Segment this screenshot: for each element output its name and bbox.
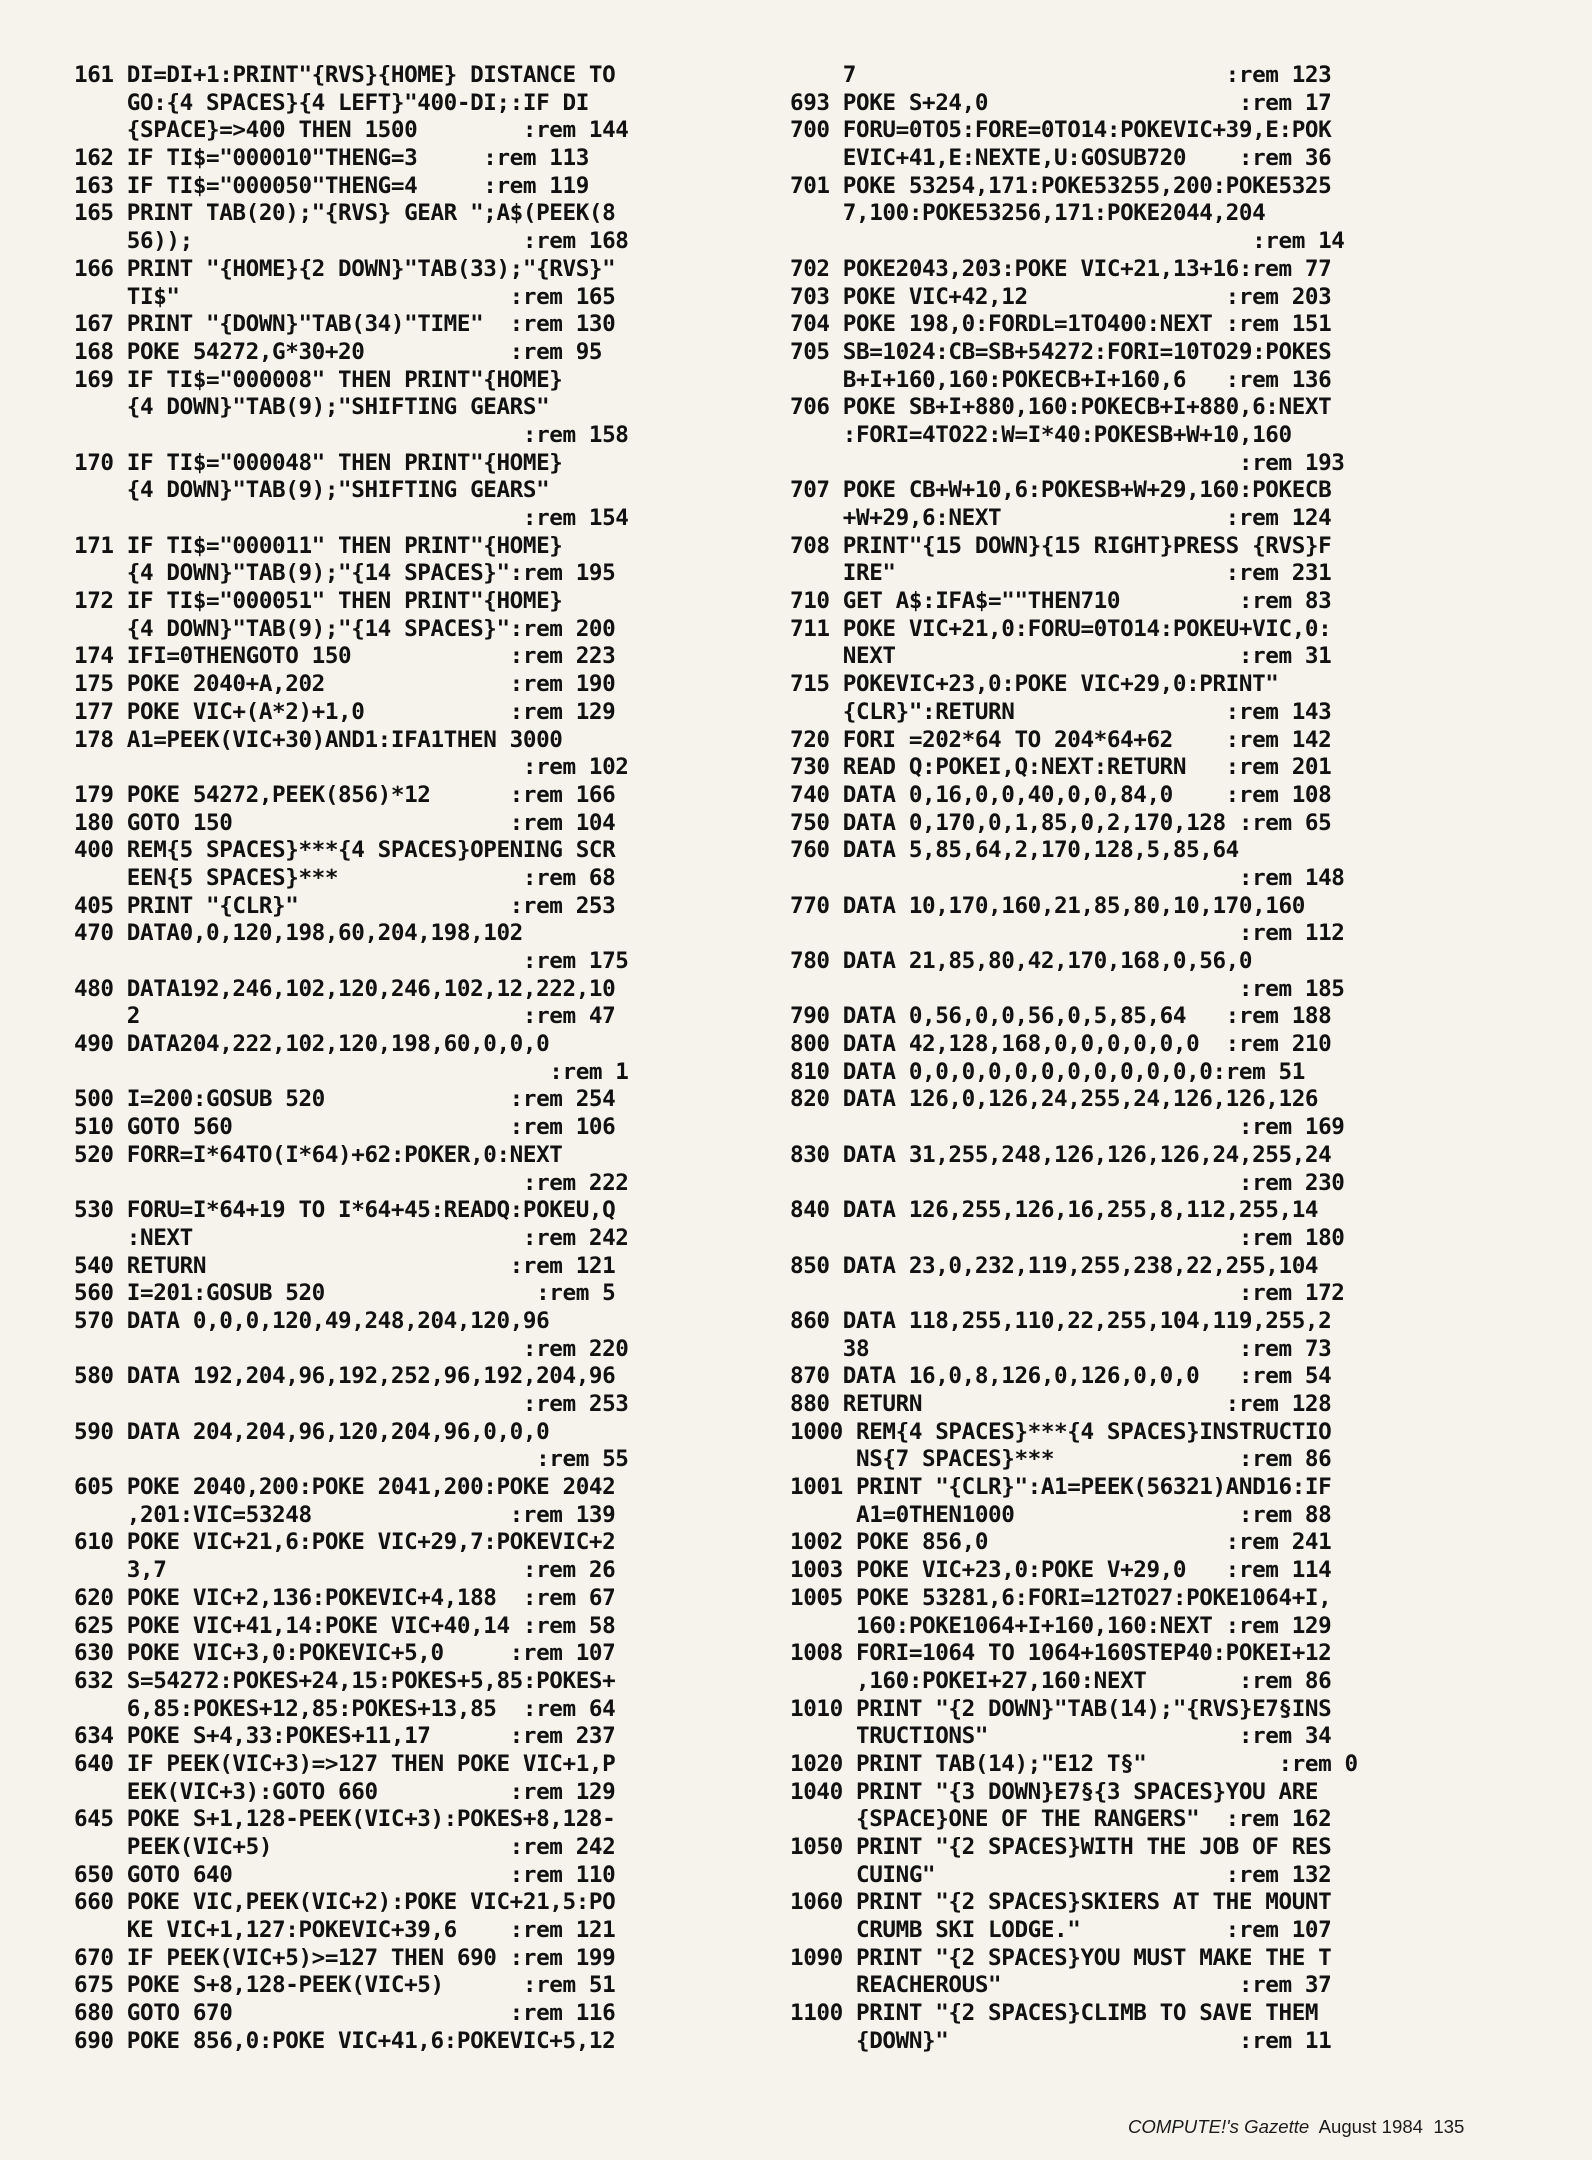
code-line: 860 DATA 118,255,110,22,255,104,119,255,2 (790, 1307, 1332, 1334)
code-line: 520 FORR=I*64TO(I*64)+62:POKER,0:NEXT (74, 1141, 563, 1168)
code-line: 711 POKE VIC+21,0:FORU=0TO14:POKEU+VIC,0: (790, 615, 1332, 642)
code-line: 760 DATA 5,85,64,2,170,128,5,85,64 (790, 837, 1239, 864)
code-line: 850 DATA 23,0,232,119,255,238,22,255,104 (790, 1252, 1319, 1279)
code-line: 3,7 :rem 26 (74, 1557, 616, 1584)
code-line: :rem 172 (790, 1280, 1345, 1307)
code-line: 540 RETURN :rem 121 (74, 1252, 616, 1279)
code-line: 56)); :rem 168 (74, 228, 629, 255)
code-line: :rem 180 (790, 1224, 1345, 1251)
code-line: IRE" :rem 231 (790, 560, 1332, 587)
code-line: 177 POKE VIC+(A*2)+1,0 :rem 129 (74, 698, 616, 725)
code-line: 750 DATA 0,170,0,1,85,0,2,170,128 :rem 65 (790, 809, 1332, 836)
code-line: 180 GOTO 150 :rem 104 (74, 809, 616, 836)
code-line: 700 FORU=0TO5:FORE=0TO14:POKEVIC+39,E:POK (790, 117, 1332, 144)
code-line: 710 GET A$:IFA$=""THEN710 :rem 83 (790, 588, 1332, 615)
code-line: 175 POKE 2040+A,202 :rem 190 (74, 671, 616, 698)
code-line: 1005 POKE 53281,6:FORI=12TO27:POKE1064+I, (790, 1584, 1332, 1611)
code-line: +W+29,6:NEXT :rem 124 (790, 505, 1332, 531)
code-line: 630 POKE VIC+3,0:POKEVIC+5,0 :rem 107 (74, 1640, 616, 1667)
code-line: 702 POKE2043,203:POKE VIC+21,13+16:rem 77 (790, 255, 1332, 282)
code-line: 706 POKE SB+I+880,160:POKECB+I+880,6:NEXT (790, 394, 1332, 421)
code-line: 1000 REM{4 SPACES}***{4 SPACES}INSTRUCTIO (790, 1418, 1332, 1445)
code-line: 2 :rem 47 (74, 1003, 616, 1030)
code-line: 830 DATA 31,255,248,126,126,126,24,255,24 (790, 1141, 1332, 1168)
code-line: 178 A1=PEEK(VIC+30)AND1:IFA1THEN 3000 (74, 726, 563, 753)
code-line: :rem 185 (790, 975, 1345, 1002)
code-line: 715 POKEVIC+23,0:POKE VIC+29,0:PRINT" (790, 671, 1279, 698)
code-line: :rem 193 (790, 449, 1345, 476)
code-line: GO:{4 SPACES}{4 LEFT}"400-DI;:IF DI (74, 89, 589, 116)
code-line: 470 DATA0,0,120,198,60,204,198,102 (74, 920, 523, 947)
code-line: 1100 PRINT "{2 SPACES}CLIMB TO SAVE THEM (790, 2000, 1319, 2027)
code-line: 1003 POKE VIC+23,0:POKE V+29,0 :rem 114 (790, 1557, 1332, 1584)
code-line: 560 I=201:GOSUB 520 :rem 5 (74, 1280, 616, 1307)
code-line: 400 REM{5 SPACES}***{4 SPACES}OPENING SCR (74, 837, 616, 864)
code-line: 1001 PRINT "{CLR}":A1=PEEK(56321)AND16:IF (790, 1474, 1332, 1501)
code-line: 810 DATA 0,0,0,0,0,0,0,0,0,0,0,0:rem 51 (790, 1058, 1305, 1085)
code-line: A1=0THEN1000 :rem 88 (790, 1501, 1332, 1528)
code-line: 1010 PRINT "{2 DOWN}"TAB(14);"{RVS}E7§INS (790, 1695, 1332, 1722)
code-line: 650 GOTO 640 :rem 110 (74, 1861, 616, 1888)
page-footer (1128, 2116, 1464, 2138)
code-line: 570 DATA 0,0,0,120,49,248,204,120,96 (74, 1307, 550, 1334)
code-line: :rem 55 (74, 1446, 629, 1473)
code-line: 625 POKE VIC+41,14:POKE VIC+40,14 :rem 58 (74, 1612, 616, 1639)
code-line: 730 READ Q:POKEI,Q:NEXT:RETURN :rem 201 (790, 754, 1332, 781)
code-line: EEK(VIC+3):GOTO 660 :rem 129 (74, 1778, 616, 1805)
code-line: :rem 148 (790, 864, 1345, 891)
code-line: REACHEROUS" :rem 37 (790, 1972, 1332, 1999)
code-line: EVIC+41,E:NEXTE,U:GOSUB720 :rem 36 (790, 145, 1332, 172)
code-line: 670 IF PEEK(VIC+5)>=127 THEN 690 :rem 199 (74, 1944, 616, 1971)
code-line: 701 POKE 53254,171:POKE53255,200:POKE5325 (790, 172, 1332, 199)
code-line: 680 GOTO 670 :rem 116 (74, 2000, 616, 2027)
publication-name: COMPUTE!'s Gazette (1128, 2116, 1310, 2137)
code-line: 490 DATA204,222,102,120,198,60,0,0,0 (74, 1031, 550, 1058)
code-line: B+I+160,160:POKECB+I+160,6 :rem 136 (790, 366, 1332, 393)
code-line: 780 DATA 21,85,80,42,170,168,0,56,0 (790, 948, 1253, 974)
code-line: 6,85:POKES+12,85:POKES+13,85 :rem 64 (74, 1695, 616, 1722)
code-line: 530 FORU=I*64+19 TO I*64+45:READQ:POKEU,Q (74, 1197, 616, 1224)
code-line: 167 PRINT "{DOWN}"TAB(34)"TIME" :rem 130 (74, 311, 616, 338)
code-line: :rem 222 (74, 1169, 629, 1196)
code-line: 800 DATA 42,128,168,0,0,0,0,0,0 :rem 210 (790, 1031, 1332, 1058)
code-line: ,160:POKEI+27,160:NEXT :rem 86 (790, 1667, 1332, 1694)
code-line: 172 IF TI$="000051" THEN PRINT"{HOME} (74, 588, 563, 615)
code-line: 580 DATA 192,204,96,192,252,96,192,204,96 (74, 1363, 616, 1390)
code-line: :rem 14 (790, 228, 1345, 255)
code-line: 790 DATA 0,56,0,0,56,0,5,85,64 :rem 188 (790, 1003, 1332, 1030)
page-number: 135 (1433, 2116, 1465, 2137)
code-line: CRUMB SKI LODGE." :rem 107 (790, 1917, 1332, 1944)
code-line: 171 IF TI$="000011" THEN PRINT"{HOME} (74, 532, 563, 559)
listing-column-left (74, 62, 764, 2056)
issue-date: August 1984 (1318, 2116, 1423, 2137)
code-line: 174 IFI=0THENGOTO 150 :rem 223 (74, 643, 616, 670)
code-line: :rem 112 (790, 920, 1345, 947)
listing-column-right (790, 62, 1502, 2056)
code-line: 163 IF TI$="000050"THENG=4 :rem 119 (74, 172, 589, 199)
code-line: 870 DATA 16,0,8,126,0,126,0,0,0 :rem 54 (790, 1363, 1332, 1390)
code-line: 510 GOTO 560 :rem 106 (74, 1114, 616, 1141)
code-line: {4 DOWN}"TAB(9);"SHIFTING GEARS" (74, 394, 550, 421)
code-line: 405 PRINT "{CLR}" :rem 253 (74, 892, 616, 919)
code-line: 500 I=200:GOSUB 520 :rem 254 (74, 1086, 616, 1113)
code-line: 170 IF TI$="000048" THEN PRINT"{HOME} (74, 449, 563, 476)
code-line: 610 POKE VIC+21,6:POKE VIC+29,7:POKEVIC+2 (74, 1529, 616, 1556)
code-line: {SPACE}=>400 THEN 1500 :rem 144 (74, 117, 629, 144)
code-line: 660 POKE VIC,PEEK(VIC+2):POKE VIC+21,5:PO (74, 1889, 616, 1916)
code-line: {4 DOWN}"TAB(9);"SHIFTING GEARS" (74, 477, 550, 504)
code-line: 1020 PRINT TAB(14);"E12 T§" :rem 0 (790, 1750, 1358, 1777)
code-line: 632 S=54272:POKES+24,15:POKES+5,85:POKES+ (74, 1667, 616, 1694)
code-line: 708 PRINT"{15 DOWN}{15 RIGHT}PRESS {RVS}F (790, 532, 1332, 559)
code-line: {4 DOWN}"TAB(9);"{14 SPACES}":rem 200 (74, 615, 616, 642)
code-line: 1060 PRINT "{2 SPACES}SKIERS AT THE MOUNT (790, 1889, 1332, 1916)
code-line: {4 DOWN}"TAB(9);"{14 SPACES}":rem 195 (74, 560, 616, 587)
code-line: PEEK(VIC+5) :rem 242 (74, 1834, 616, 1860)
code-line: {DOWN}" :rem 11 (790, 2027, 1332, 2054)
code-line: :NEXT :rem 242 (74, 1224, 629, 1251)
code-line: 169 IF TI$="000008" THEN PRINT"{HOME} (74, 366, 563, 393)
code-line: :rem 154 (74, 505, 629, 531)
code-line: KE VIC+1,127:POKEVIC+39,6 :rem 121 (74, 1917, 616, 1944)
code-line: 160:POKE1064+I+160,160:NEXT :rem 129 (790, 1612, 1332, 1639)
code-line: 165 PRINT TAB(20);"{RVS} GEAR ";A$(PEEK(8 (74, 200, 616, 227)
code-line: 740 DATA 0,16,0,0,40,0,0,84,0 :rem 108 (790, 781, 1332, 808)
code-line: 161 DI=DI+1:PRINT"{RVS}{HOME} DISTANCE TO (74, 62, 616, 88)
code-line: 1050 PRINT "{2 SPACES}WITH THE JOB OF RES (790, 1834, 1332, 1860)
code-line: 720 FORI =202*64 TO 204*64+62 :rem 142 (790, 726, 1332, 753)
code-line: 605 POKE 2040,200:POKE 2041,200:POKE 2042 (74, 1474, 616, 1501)
code-line: {CLR}":RETURN :rem 143 (790, 698, 1332, 725)
code-line: NS{7 SPACES}*** :rem 86 (790, 1446, 1332, 1473)
code-line: 880 RETURN :rem 128 (790, 1391, 1332, 1417)
code-line: :FORI=4TO22:W=I*40:POKESB+W+10,160 (790, 421, 1292, 448)
code-line: 675 POKE S+8,128-PEEK(VIC+5) :rem 51 (74, 1972, 616, 1999)
code-line: :rem 220 (74, 1335, 629, 1362)
code-line: :rem 1 (74, 1058, 629, 1085)
code-line: :rem 102 (74, 754, 629, 781)
code-line: 645 POKE S+1,128-PEEK(VIC+3):POKES+8,128- (74, 1806, 616, 1833)
code-line: EEN{5 SPACES}*** :rem 68 (74, 864, 616, 891)
code-line: :rem 253 (74, 1391, 629, 1417)
code-line: 7,100:POKE53256,171:POKE2044,204 (790, 200, 1266, 227)
code-line: 703 POKE VIC+42,12 :rem 203 (790, 283, 1332, 310)
code-line: 168 POKE 54272,G*30+20 :rem 95 (74, 338, 603, 365)
code-line: ,201:VIC=53248 :rem 139 (74, 1501, 616, 1528)
code-line: 634 POKE S+4,33:POKES+11,17 :rem 237 (74, 1723, 616, 1750)
code-line: 1002 POKE 856,0 :rem 241 (790, 1529, 1332, 1556)
code-line: NEXT :rem 31 (790, 643, 1332, 670)
code-line: 704 POKE 198,0:FORDL=1TO400:NEXT :rem 151 (790, 311, 1332, 338)
code-line: {SPACE}ONE OF THE RANGERS" :rem 162 (790, 1806, 1332, 1833)
code-line: 840 DATA 126,255,126,16,255,8,112,255,14 (790, 1197, 1319, 1224)
code-line: 1090 PRINT "{2 SPACES}YOU MUST MAKE THE T (790, 1944, 1332, 1971)
code-line: 1040 PRINT "{3 DOWN}E7§{3 SPACES}YOU ARE (790, 1778, 1319, 1805)
code-line: CUING" :rem 132 (790, 1861, 1332, 1888)
code-line: TI$" :rem 165 (74, 283, 616, 310)
code-line: 480 DATA192,246,102,120,246,102,12,222,10 (74, 975, 616, 1002)
code-line: :rem 169 (790, 1114, 1345, 1141)
code-line: 707 POKE CB+W+10,6:POKESB+W+29,160:POKECB (790, 477, 1332, 504)
code-line: 620 POKE VIC+2,136:POKEVIC+4,188 :rem 67 (74, 1584, 616, 1611)
code-line: 770 DATA 10,170,160,21,85,80,10,170,160 (790, 892, 1305, 919)
code-line: 7 :rem 123 (790, 62, 1332, 88)
code-line: 166 PRINT "{HOME}{2 DOWN}"TAB(33);"{RVS}" (74, 255, 616, 282)
code-line: 1008 FORI=1064 TO 1064+160STEP40:POKEI+12 (790, 1640, 1332, 1667)
code-line: TRUCTIONS" :rem 34 (790, 1723, 1332, 1750)
code-line: :rem 158 (74, 421, 629, 448)
code-line: 705 SB=1024:CB=SB+54272:FORI=10TO29:POKES (790, 338, 1332, 365)
code-line: :rem 230 (790, 1169, 1345, 1196)
code-line: 690 POKE 856,0:POKE VIC+41,6:POKEVIC+5,12 (74, 2027, 616, 2054)
code-line: 820 DATA 126,0,126,24,255,24,126,126,126 (790, 1086, 1319, 1113)
code-line: 693 POKE S+24,0 :rem 17 (790, 89, 1332, 116)
code-line: 590 DATA 204,204,96,120,204,96,0,0,0 (74, 1418, 550, 1445)
code-line: 162 IF TI$="000010"THENG=3 :rem 113 (74, 145, 589, 172)
code-line: 179 POKE 54272,PEEK(856)*12 :rem 166 (74, 781, 616, 808)
code-line: 38 :rem 73 (790, 1335, 1332, 1362)
code-line: 640 IF PEEK(VIC+3)=>127 THEN POKE VIC+1,P (74, 1750, 616, 1777)
code-line: :rem 175 (74, 948, 629, 974)
